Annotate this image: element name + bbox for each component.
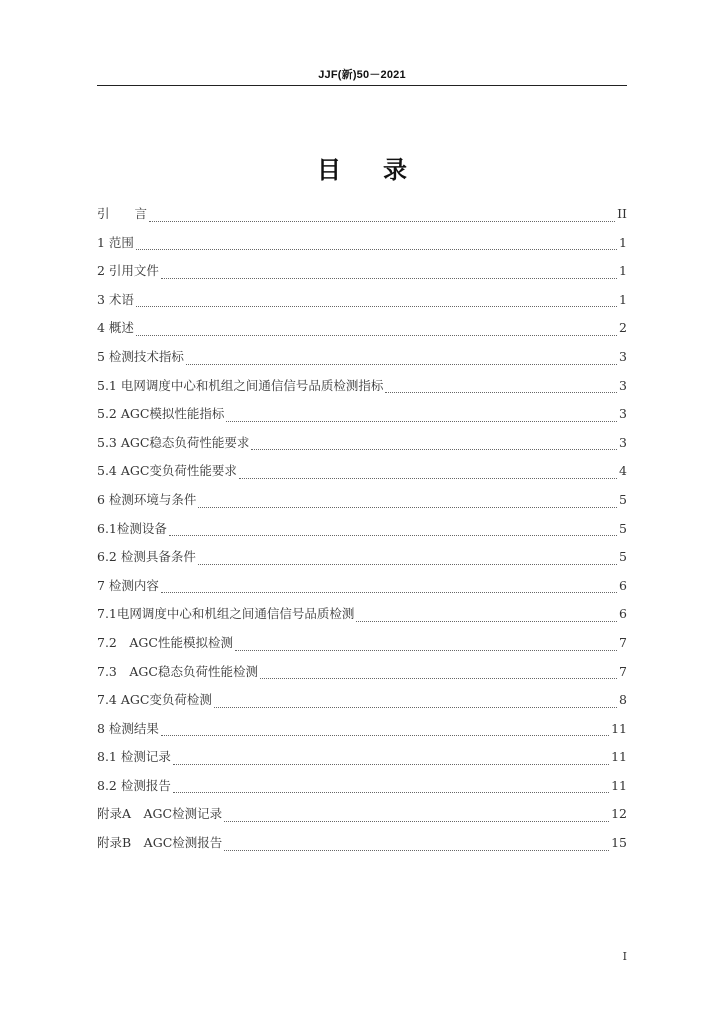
toc-entry-title: 5.4 AGC变负荷性能要求 xyxy=(97,463,237,479)
toc-entry[interactable] xyxy=(97,803,627,832)
toc-leader-dots xyxy=(161,591,617,593)
toc-entry-title: 4 概述 xyxy=(97,320,134,336)
toc-leader-dots xyxy=(385,391,617,393)
toc-leader-dots xyxy=(173,791,609,793)
toc-leader-dots xyxy=(186,363,617,365)
toc-entry[interactable] xyxy=(97,518,627,547)
toc-leader-dots xyxy=(224,820,609,822)
toc-entry-title: 7.4 AGC变负荷检测 xyxy=(97,692,212,708)
toc-entry[interactable] xyxy=(97,203,627,232)
toc-entry-title: 引 言 xyxy=(97,206,148,221)
toc-leader-dots xyxy=(161,734,609,736)
toc-entry-page: 3 xyxy=(619,377,627,393)
toc-entry-title: 6.2 检测具备条件 xyxy=(97,549,196,565)
toc-entry[interactable] xyxy=(97,632,627,661)
toc-entry[interactable] xyxy=(97,375,627,404)
toc-entry-page: 3 xyxy=(619,348,627,364)
toc-entry-page: 15 xyxy=(611,835,627,851)
toc-entry-title: 6.1检测设备 xyxy=(97,520,167,536)
toc-entry-title: 5.2 AGC模拟性能指标 xyxy=(97,406,225,422)
toc-entry-page: 7 xyxy=(619,634,627,650)
toc-entry-page: 1 xyxy=(619,234,627,250)
toc-entry-page: 6 xyxy=(619,577,627,593)
toc-leader-dots xyxy=(251,448,617,450)
toc-title-char-1: 目 xyxy=(317,156,341,184)
toc-leader-dots xyxy=(169,534,617,536)
toc-leader-dots xyxy=(198,506,617,508)
toc-entry[interactable] xyxy=(97,260,627,289)
toc-entry-title: 8 检测结果 xyxy=(97,720,159,736)
toc-entry-title: 7.2 AGC性能模拟检测 xyxy=(97,634,233,650)
toc-entry-title: 6 检测环境与条件 xyxy=(97,491,197,507)
toc-entry[interactable] xyxy=(97,746,627,775)
toc-leader-dots xyxy=(356,620,617,622)
toc-leader-dots xyxy=(149,220,615,222)
toc-entry-page: 3 xyxy=(619,434,627,450)
toc-leader-dots xyxy=(136,248,617,250)
toc-entry-title: 7 检测内容 xyxy=(97,577,159,593)
toc-leader-dots xyxy=(198,563,617,565)
toc-entry[interactable] xyxy=(97,661,627,690)
toc-leader-dots xyxy=(173,763,609,765)
toc-entry-page: 4 xyxy=(619,463,627,479)
toc-entry[interactable] xyxy=(97,317,627,346)
toc-entry-title: 5.3 AGC稳态负荷性能要求 xyxy=(97,434,250,450)
toc-entry-page: 7 xyxy=(619,663,627,679)
toc-entry-page: 8 xyxy=(619,692,627,708)
toc-entry-page: 5 xyxy=(619,549,627,565)
toc-entry-title: 3 术语 xyxy=(97,291,134,307)
toc-title-char-2: 录 xyxy=(383,156,407,184)
toc-entry[interactable] xyxy=(97,489,627,518)
toc-entry[interactable] xyxy=(97,575,627,604)
toc-leader-dots xyxy=(235,649,617,651)
toc-entry[interactable] xyxy=(97,432,627,461)
toc-entry-title: 7.1电网调度中心和机组之间通信信号品质检测 xyxy=(97,606,355,622)
page-number: I xyxy=(622,950,627,963)
toc-entry-page: 2 xyxy=(619,320,627,336)
toc-entry-title: 附录B AGC检测报告 xyxy=(97,835,223,851)
toc-entry[interactable] xyxy=(97,289,627,318)
toc-entry[interactable] xyxy=(97,603,627,632)
toc-entry-title: 7.3 AGC稳态负荷性能检测 xyxy=(97,663,258,679)
toc-entry[interactable] xyxy=(97,460,627,489)
toc-entry-page: 11 xyxy=(611,777,627,793)
toc-leader-dots xyxy=(161,277,617,279)
toc-entry[interactable] xyxy=(97,346,627,375)
toc-entry-title: 8.1 检测记录 xyxy=(97,749,171,765)
toc-entry-page: 11 xyxy=(611,749,627,765)
toc-leader-dots xyxy=(214,706,617,708)
toc-entry-page: 5 xyxy=(619,520,627,536)
toc-entry-page: II xyxy=(617,206,627,221)
toc-entry-title: 5.1 电网调度中心和机组之间通信信号品质检测指标 xyxy=(97,377,384,393)
document-code-header: JJF(新)50－2021 xyxy=(318,69,406,81)
toc-entry[interactable] xyxy=(97,546,627,575)
toc-entry[interactable] xyxy=(97,232,627,261)
toc-entry-title: 8.2 检测报告 xyxy=(97,777,171,793)
header-rule xyxy=(97,85,627,86)
toc-title xyxy=(0,150,724,185)
toc-entry[interactable] xyxy=(97,775,627,804)
toc-entry-page: 1 xyxy=(619,291,627,307)
toc-entry-page: 3 xyxy=(619,406,627,422)
toc-entry-title: 1 范围 xyxy=(97,234,134,250)
toc-entry-page: 6 xyxy=(619,606,627,622)
toc-entry[interactable] xyxy=(97,832,627,861)
toc-leader-dots xyxy=(136,305,617,307)
toc-entry[interactable] xyxy=(97,718,627,747)
table-of-contents xyxy=(97,203,627,861)
toc-entry-page: 1 xyxy=(619,263,627,279)
toc-leader-dots xyxy=(260,677,617,679)
toc-leader-dots xyxy=(226,420,617,422)
toc-leader-dots xyxy=(239,477,617,479)
toc-entry[interactable] xyxy=(97,689,627,718)
toc-entry-page: 11 xyxy=(611,720,627,736)
toc-entry-title: 附录A AGC检测记录 xyxy=(97,806,223,822)
toc-entry[interactable] xyxy=(97,403,627,432)
toc-entry-title: 2 引用文件 xyxy=(97,263,159,279)
toc-entry-title: 5 检测技术指标 xyxy=(97,348,184,364)
toc-entry-page: 12 xyxy=(611,806,627,822)
toc-entry-page: 5 xyxy=(619,491,627,507)
toc-leader-dots xyxy=(136,334,617,336)
toc-leader-dots xyxy=(224,849,609,851)
